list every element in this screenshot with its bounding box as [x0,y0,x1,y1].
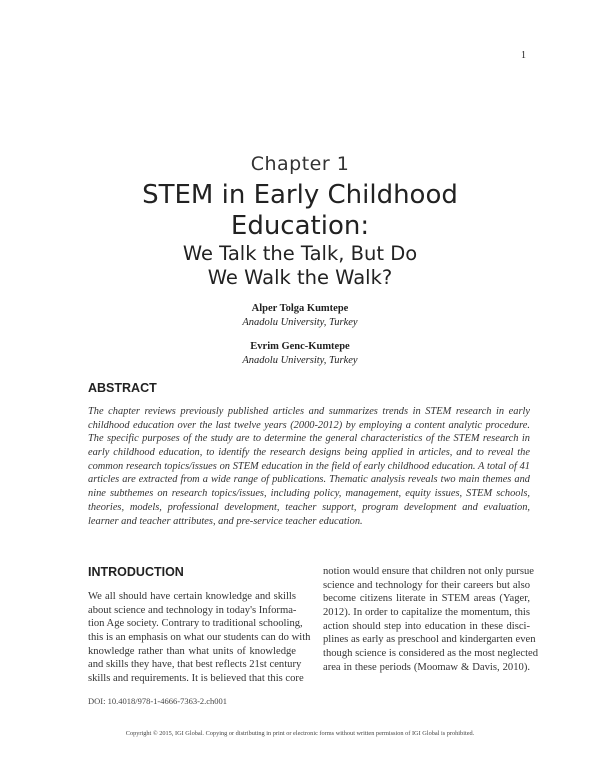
doi: DOI: 10.4018/978-1-4666-7363-2.ch001 [88,696,228,706]
body-line: this is an emphasis on what our students can do with [88,632,311,644]
body-line: plines as early as preschool and kindergarten even [323,634,536,646]
abstract-body [88,405,530,528]
body-line: and skills they have, that best reflects 21st century [88,659,302,671]
intro-right-column [323,565,539,675]
abstract-line: nine subthemes on research topics/issues, including policy, management, equity issues, STEM schools, [88,488,530,500]
abstract-line: early childhood education, to identify the research designs being applied in articles, and to reveal the [88,447,530,459]
body-line: notion would ensure that children not only pursue [323,566,534,577]
abstract-line: learner and teacher attributes, and pre-service teacher education. [88,515,363,527]
title-line: STEM in Early Childhood [142,180,458,210]
body-line: skills and requirements. It is believed that this core [88,673,304,685]
chapter-label: Chapter 1 [250,153,350,175]
author-name: Evrim Genc-Kumtepe [250,341,350,352]
author-block-1 [0,302,600,330]
author-block-2 [0,340,600,368]
body-line: We all should have certain knowledge and skills [88,591,296,602]
abstract-line: common research topics/issues on STEM education in the field of early childhood education. A total of 41 [88,460,530,472]
chapter-title [0,180,600,242]
body-line: 2012). In order to capitalize the momentum, this [323,607,530,619]
abstract-line: articles are extracted from a wide range of publications. Thematic analysis reveals two main themes and [88,474,530,486]
abstract-heading: ABSTRACT [88,381,157,395]
copyright-notice: Copyright © 2015, IGI Global. Copying or distributing in print or electronic forms without written permission of IGI Global is prohibited. [125,730,475,737]
author-affiliation: Anadolu University, Turkey [242,317,358,328]
subtitle-line: We Walk the Walk? [207,266,393,289]
intro-left-column [88,590,311,686]
body-line: knowledge rather than what units of knowledge [88,645,296,657]
body-line: about science and technology in today's Informa- [88,604,297,616]
author-name: Alper Tolga Kumtepe [251,303,349,314]
author-affiliation: Anadolu University, Turkey [242,355,358,366]
chapter-subtitle [0,242,600,290]
abstract-line: The chapter reviews previously published articles and summarizes trends in STEM research in early [88,406,530,417]
page-number: 1 [521,50,526,61]
body-line: tion Age society. Contrary to traditional schooling, [88,618,303,630]
title-line: Education: [230,211,370,241]
body-line: action should step into education in these disci- [323,620,530,632]
subtitle-line: We Talk the Talk, But Do [182,242,418,265]
body-line: though science is considered as the most neglected [323,648,539,660]
body-line: become citizens literate in STEM areas (Yager, [323,593,530,605]
body-line: science and technology for their careers but also [323,579,530,591]
abstract-line: The specific purposes of the study are to determine the general characteristics of the STEM research in [88,433,530,445]
body-line: area in these periods (Moomaw & Davis, 2010). [323,661,530,673]
abstract-line: theories, models, professional development, teacher support, program development and evaluation, [88,501,530,513]
abstract-line: childhood education over the last twelve years (2000-2012) by employing a content analytic procedure. [88,419,530,431]
introduction-heading: INTRODUCTION [88,565,184,579]
